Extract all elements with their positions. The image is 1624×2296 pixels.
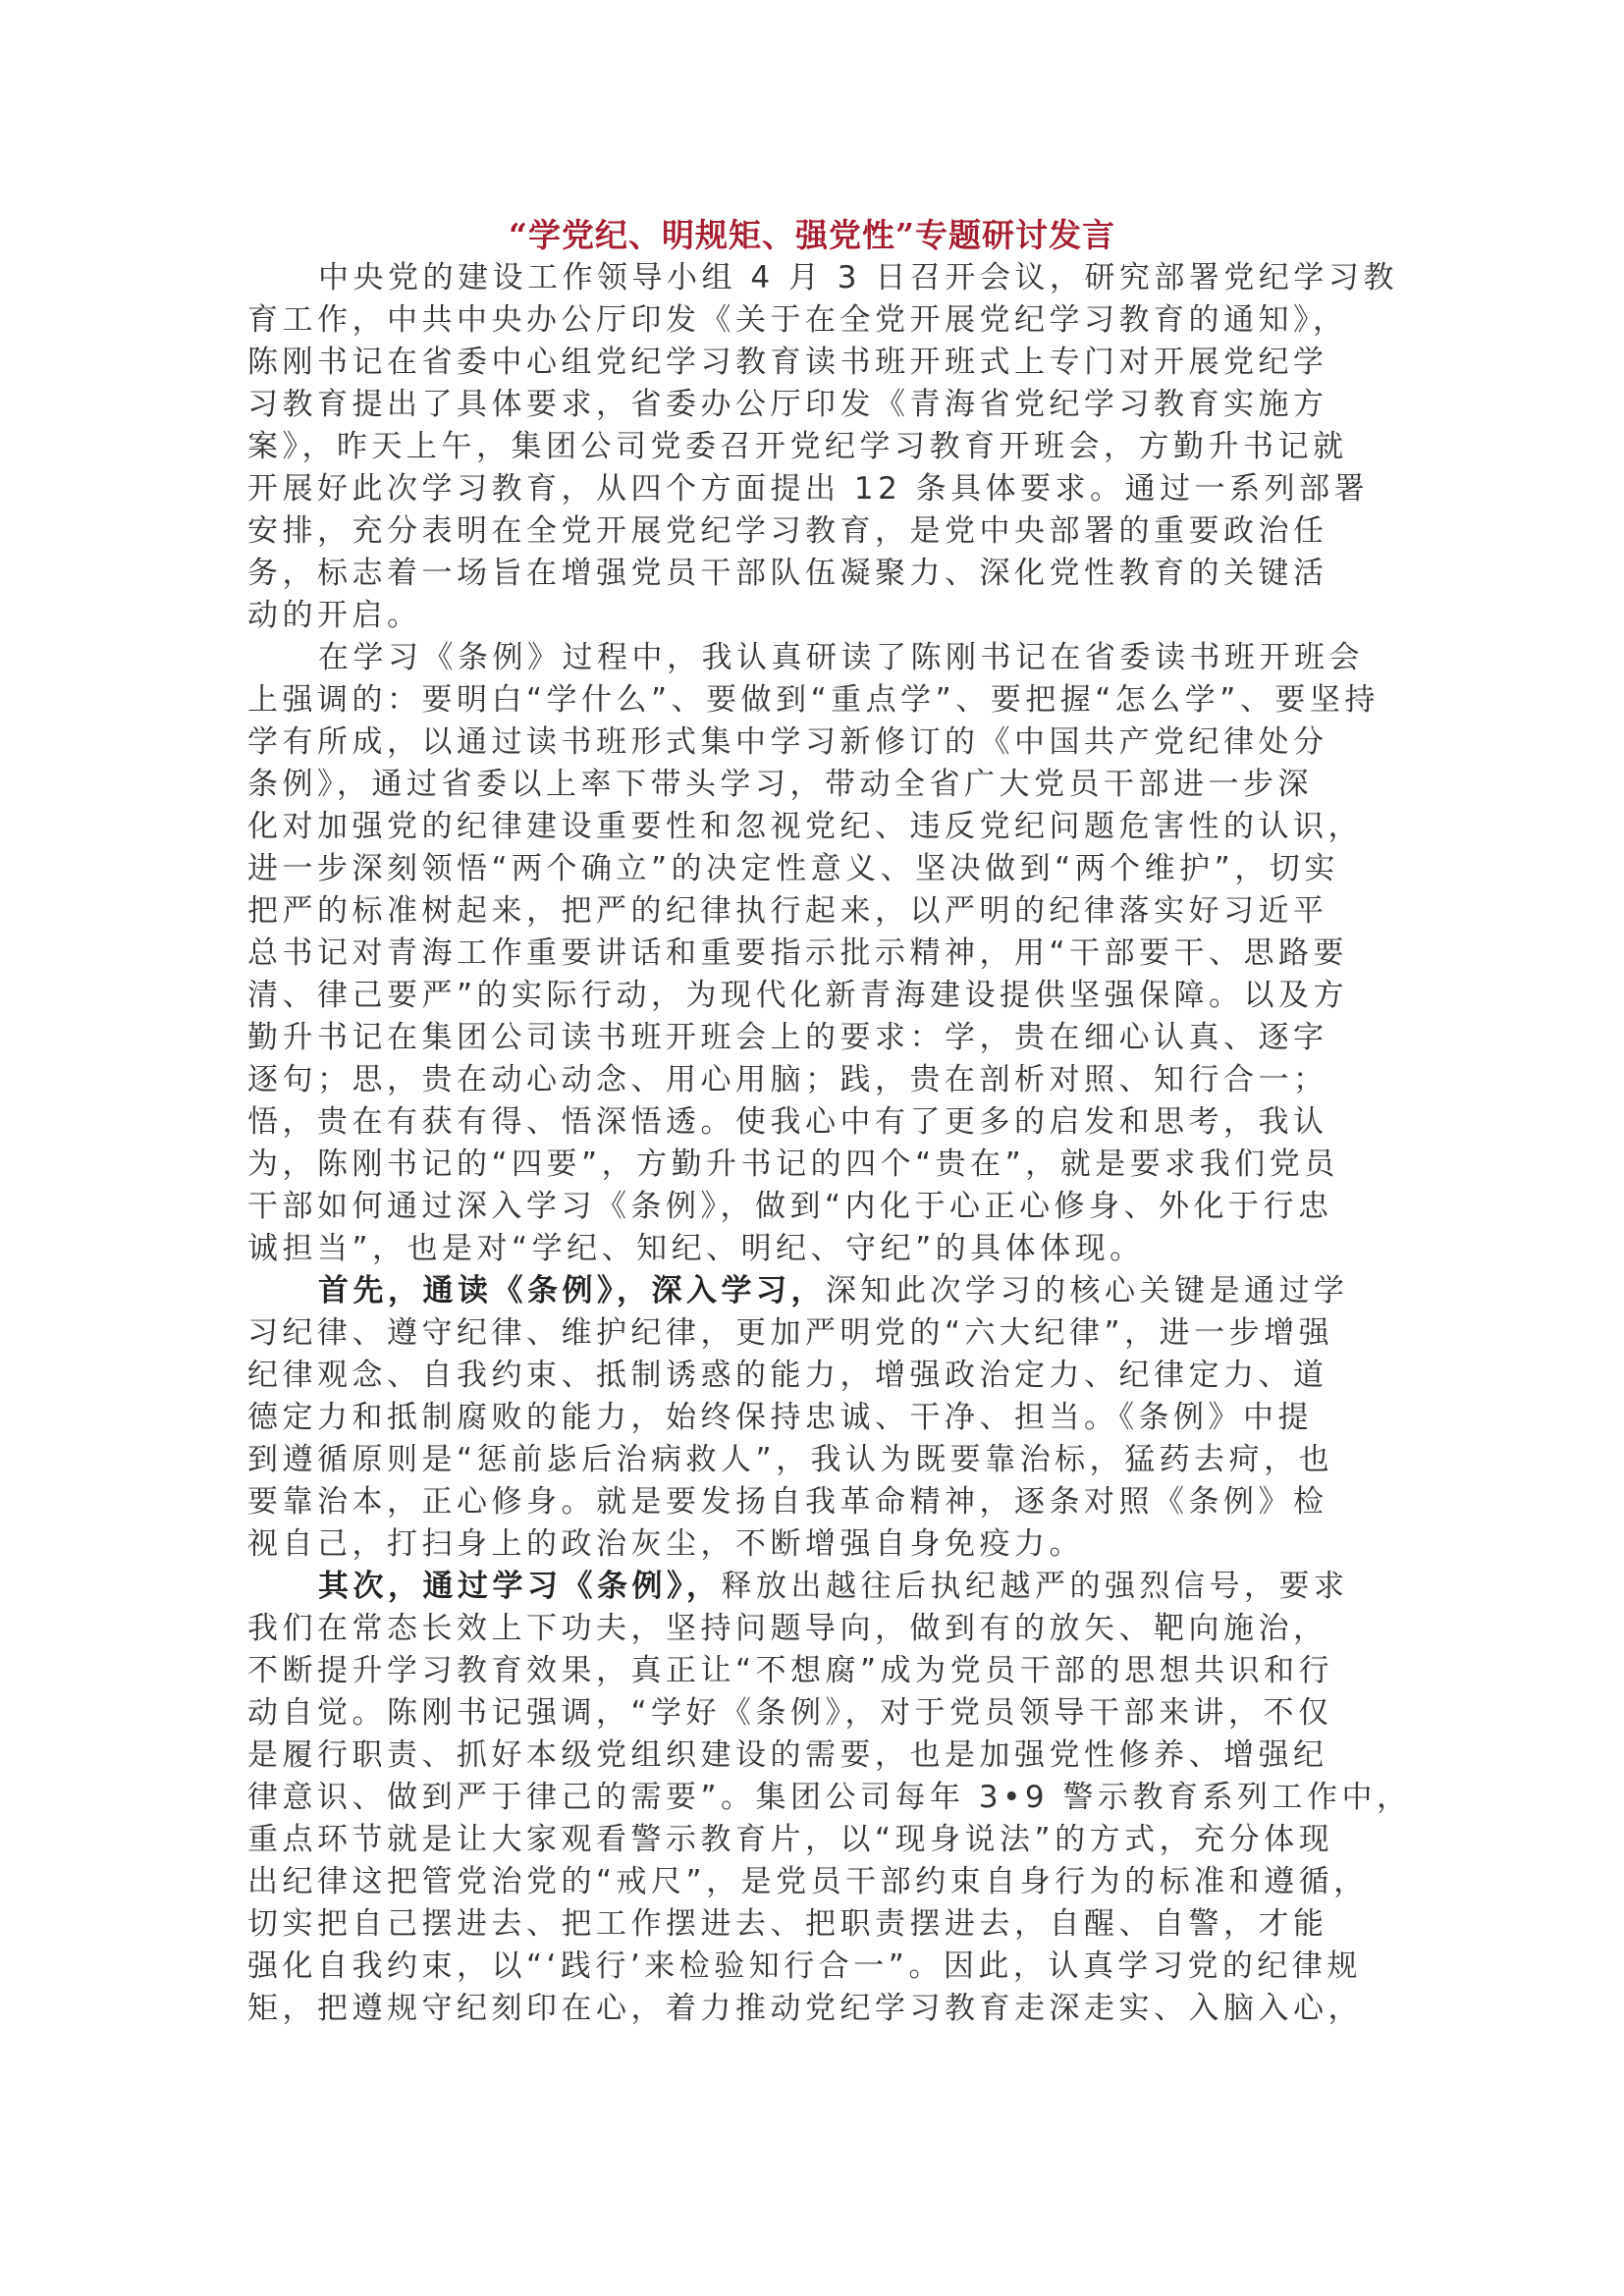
text-run: 务，标志着一场旨在增强党员干部队伍凝聚力、深化党性教育的关键活 <box>247 556 1328 591</box>
text-run: 德定力和抵制腐败的能力，始终保持忠诚、干净、担当。《条例》中提 <box>247 1400 1313 1435</box>
text-run: 中央党的建设工作领导小组 4 月 3 日召开会议，研究部署党纪学习教 <box>318 260 1398 295</box>
text-line <box>247 764 1386 806</box>
text-run: 纪律观念、自我约束、抵制诱惑的能力，增强政治定力、纪律定力、道 <box>247 1358 1328 1393</box>
text-run: 在学习《条例》过程中，我认真研读了陈刚书记在省委读书班开班会 <box>318 640 1364 675</box>
text-line <box>247 1566 1386 1608</box>
text-line <box>247 1017 1386 1059</box>
text-line <box>247 342 1386 384</box>
text-run: 把严的标准树起来，把严的纪律执行起来，以严明的纪律落实好习近平 <box>247 893 1328 929</box>
text-run: 条例》，通过省委以上率下带头学习，带动全省广大党员干部进一步深 <box>247 767 1313 802</box>
text-line <box>247 1397 1386 1439</box>
text-line <box>247 721 1386 764</box>
text-line <box>247 933 1386 975</box>
text-run: 总书记对青海工作重要讲话和重要指示批示精神，用“干部要干、思路要 <box>247 935 1349 971</box>
text-line <box>247 1270 1386 1312</box>
text-run: 干部如何通过深入学习《条例》，做到“内化于心正心修身、外化于行忠 <box>247 1189 1333 1224</box>
text-line <box>247 1861 1386 1903</box>
text-line <box>247 595 1386 637</box>
paragraph <box>247 637 1386 1270</box>
text-line <box>247 1101 1386 1144</box>
text-run: 育工作，中共中央办公厅印发《关于在全党开展党纪学习教育的通知》， <box>247 302 1348 338</box>
text-line <box>247 384 1386 426</box>
text-line <box>247 637 1386 679</box>
text-line <box>247 1481 1386 1523</box>
text-line <box>247 426 1386 468</box>
text-run: 习教育提出了具体要求，省委办公厅印发《青海省党纪学习教育实施方 <box>247 387 1328 422</box>
text-run: 诚担当”，也是对“学纪、知纪、明纪、守纪”的具体体现。 <box>247 1231 1145 1266</box>
text-run: 悟，贵在有获有得、悟深悟透。使我心中有了更多的启发和思考，我认 <box>247 1104 1328 1140</box>
text-line <box>247 1439 1386 1481</box>
text-line <box>247 468 1386 510</box>
text-run: 案》，昨天上午，集团公司党委召开党纪学习教育开班会，方勤升书记就 <box>247 429 1348 464</box>
text-run: 深知此次学习的核心关键是通过学 <box>826 1273 1349 1308</box>
text-line <box>247 679 1386 721</box>
text-line <box>247 1777 1412 1819</box>
paragraph <box>247 1270 1386 1566</box>
text-run: 要靠治本，正心修身。就是要发扬自我革命精神，逐条对照《条例》检 <box>247 1484 1328 1520</box>
text-line <box>247 553 1386 595</box>
text-line <box>247 848 1386 890</box>
text-run: 清、律己要严”的实际行动，为现代化新青海建设提供坚强保障。以及方 <box>247 978 1349 1013</box>
text-run: 重点环节就是让大家观看警示教育片，以“现身说法”的方式，充分体现 <box>247 1822 1334 1857</box>
text-run: 不断提升学习教育效果，真正让“不想腐”成为党员干部的思想共识和行 <box>247 1653 1334 1688</box>
text-run: 逐句；思，贵在动心动念、用心用脑；践，贵在剖析对照、知行合一； <box>247 1062 1328 1097</box>
text-line <box>247 1650 1386 1692</box>
text-run: 律意识、做到严于律己的需要”。集团公司每年 3•9 警示教育系列工作中， <box>247 1780 1412 1815</box>
text-run: 勤升书记在集团公司读书班开班会上的要求：学，贵在细心认真、逐字 <box>247 1020 1328 1055</box>
text-run: 陈刚书记在省委中心组党纪学习教育读书班开班式上专门对开展党纪学 <box>247 345 1328 380</box>
text-run: 到遵循原则是“惩前毖后治病救人”，我认为既要靠治标，猛药去疴，也 <box>247 1442 1334 1477</box>
text-run: 是履行职责、抓好本级党组织建设的需要，也是加强党性修养、增强纪 <box>247 1737 1328 1773</box>
document-body <box>247 257 1412 2030</box>
bold-heading-run: 其次，通过学习《条例》， <box>318 1569 722 1604</box>
text-line <box>247 1312 1386 1355</box>
text-line <box>247 1523 1386 1566</box>
text-run: 视自己，打扫身上的政治灰尘，不断增强自身免疫力。 <box>247 1526 1084 1562</box>
text-run: 我们在常态长效上下功夫，坚持问题导向，做到有的放矢、靶向施治， <box>247 1611 1328 1646</box>
paragraph <box>247 1566 1412 2030</box>
text-line <box>247 1608 1386 1650</box>
text-run: 动自觉。陈刚书记强调，“学好《条例》，对于党员领导干部来讲，不仅 <box>247 1695 1333 1731</box>
text-line <box>247 1819 1386 1861</box>
text-line <box>247 1988 1386 2030</box>
text-run: 释放出越往后执纪越严的强烈信号，要求 <box>721 1569 1349 1604</box>
text-line <box>247 1903 1386 1946</box>
text-line <box>247 257 1398 299</box>
text-line <box>247 806 1386 848</box>
text-run: 为，陈刚书记的“四要”，方勤升书记的四个“贵在”，就是要求我们党员 <box>247 1147 1339 1182</box>
text-line <box>247 975 1386 1017</box>
text-line <box>247 299 1386 342</box>
text-run: 矩，把遵规守纪刻印在心，着力推动党纪学习教育走深走实、入脑入心， <box>247 1991 1363 2026</box>
text-line <box>247 1692 1386 1735</box>
text-line <box>247 1186 1386 1228</box>
text-line <box>247 1735 1386 1777</box>
text-run: 切实把自己摆进去、把工作摆进去、把职责摆进去，自醒、自警，才能 <box>247 1906 1328 1942</box>
text-line <box>247 1355 1386 1397</box>
text-run: 学有所成，以通过读书班形式集中学习新修订的《中国共产党纪律处分 <box>247 724 1328 760</box>
text-run: 习纪律、遵守纪律、维护纪律，更加严明党的“六大纪律”，进一步增强 <box>247 1315 1334 1351</box>
text-run: 上强调的：要明白“学什么”、要做到“重点学”、要把握“怎么学”、要坚持 <box>247 682 1380 718</box>
text-run: 强化自我约束，以“‘践行’来检验知行合一”。因此，认真学习党的纪律规 <box>247 1949 1362 1984</box>
text-run: 动的开启。 <box>247 598 422 633</box>
text-line <box>247 1946 1386 1988</box>
text-run: 出纪律这把管党治党的“戒尺”，是党员干部约束自身行为的标准和遵循， <box>247 1864 1369 1899</box>
text-run: 进一步深刻领悟“两个确立”的决定性意义、坚决做到“两个维护”，切实 <box>247 851 1339 886</box>
text-run: 化对加强党的纪律建设重要性和忽视党纪、违反党纪问题危害性的认识， <box>247 809 1363 844</box>
text-line <box>247 890 1386 933</box>
text-line <box>247 510 1386 553</box>
document-title: “学党纪、明规矩、强党性”专题研讨发言 <box>509 216 1115 254</box>
text-line <box>247 1059 1386 1101</box>
text-line <box>247 1228 1386 1270</box>
bold-heading-run: 首先，通读《条例》，深入学习， <box>318 1273 826 1308</box>
text-run: 安排，充分表明在全党开展党纪学习教育，是党中央部署的重要政治任 <box>247 513 1328 549</box>
text-run: 开展好此次学习教育，从四个方面提出 12 条具体要求。通过一系列部署 <box>247 471 1370 507</box>
paragraph <box>247 257 1398 637</box>
text-line <box>247 1144 1386 1186</box>
